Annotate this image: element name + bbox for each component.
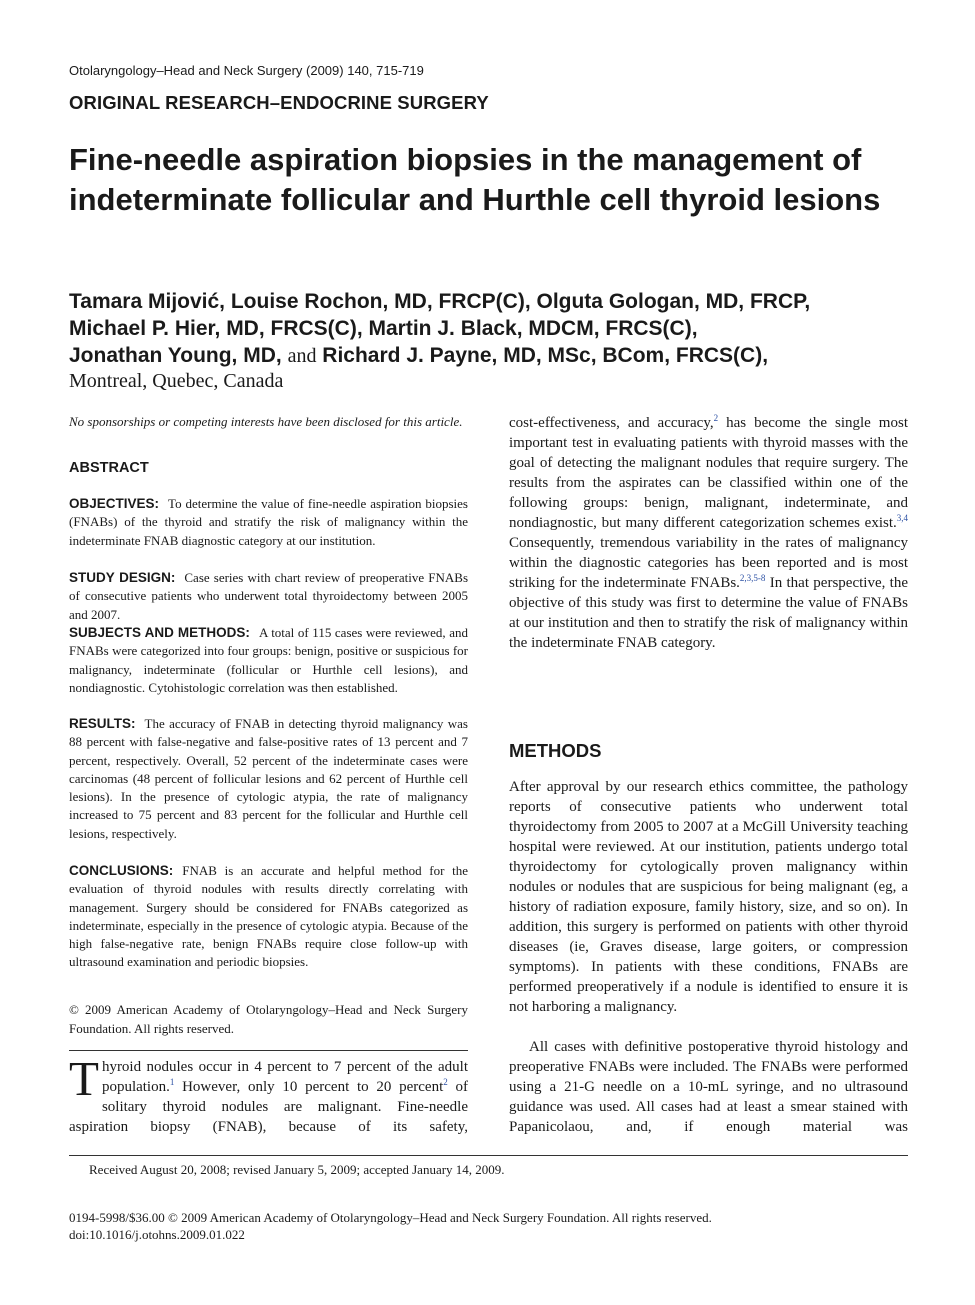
- intro-text: of solitary thyroid nodules are malignant. Fine-needle aspiration biopsy (FNAB), because of its safety,: [69, 1079, 468, 1135]
- authors-line-2: Michael P. Hier, MD, FRCS(C), Martin J. Black, MDCM, FRCS(C),: [69, 317, 698, 340]
- abstract-copyright: © 2009 American Academy of Otolaryngology–Head and Neck Surgery Foundation. All rights reserved.: [69, 1002, 468, 1036]
- abstract-study-design: [69, 569, 468, 624]
- drop-cap: T: [69, 1051, 99, 1106]
- body-text: In that perspective, the objective of this study was first to determine the value of FNABs at our institution and then to stratify the risk of malignancy within the indeterminate FNAB category.: [509, 575, 908, 651]
- body-text: cost-effectiveness, and accuracy,: [509, 415, 714, 431]
- introduction-paragraph: [69, 1051, 468, 1137]
- citation-link[interactable]: 2: [443, 1077, 448, 1087]
- intro-text: However, only 10 percent to 20 percent: [174, 1079, 444, 1095]
- study-design-text: Case series with chart review of preoperative FNABs of consecutive patients who underwent total thyroidectomy between 2005 and 2007.: [69, 570, 468, 622]
- authors-line-1: Tamara Mijović, Louise Rochon, MD, FRCP(C), Olguta Gologan, MD, FRCP,: [69, 290, 811, 313]
- abstract-heading: ABSTRACT: [69, 460, 149, 476]
- received-dates: Received August 20, 2008; revised January 5, 2009; accepted January 14, 2009.: [89, 1162, 505, 1177]
- objectives-text: To determine the value of fine-needle aspiration biopsies (FNABs) of the thyroid and stratify the risk of malignancy within the indeterminate FNAB diagnostic category at our institution.: [69, 496, 468, 548]
- conclusions-label: CONCLUSIONS:: [69, 863, 174, 878]
- objectives-label: OBJECTIVES:: [69, 496, 160, 511]
- introduction-continued: [509, 413, 908, 653]
- doi[interactable]: doi:10.1016/j.otohns.2009.01.022: [69, 1227, 245, 1242]
- abstract-objectives: [69, 495, 468, 550]
- subjects-methods-text: A total of 115 cases were reviewed, and FNABs were categorized into four groups: benign, positive or suspicious for malignancy, indeterminate (follicular or Hurthle cell lesions), and nondiagnostic. Cytohistologic correlation was then established.: [69, 625, 469, 695]
- conclusions-text: FNAB is an accurate and helpful method for the evaluation of thyroid nodules with results directly correlating with management. Surgery should be considered for FNABs categorized as indeterminate, especially in the presence of cytologic atypia. Because of the high false-negative rate, benign FNABs require close follow-up with ultrasound examination and periodic biopsies.: [69, 863, 468, 970]
- authors-conjunction: and: [287, 345, 317, 367]
- abstract-conclusions: [69, 862, 468, 972]
- citation-link[interactable]: 1: [169, 1077, 175, 1087]
- issn-copyright: 0194-5998/$36.00 © 2009 American Academy of Otolaryngology–Head and Neck Surgery Foundation. All rights reserved.: [69, 1210, 712, 1225]
- citation-link[interactable]: 2,3,5-8: [739, 573, 766, 583]
- footer-divider: [69, 1155, 908, 1156]
- study-design-label: STUDY DESIGN:: [69, 570, 176, 585]
- journal-citation: Otolaryngology–Head and Neck Surgery (2009) 140, 715-719: [69, 63, 424, 78]
- affiliation: Montreal, Quebec, Canada: [69, 370, 284, 392]
- abstract-subjects-methods: [69, 624, 468, 697]
- body-text: has become the single most important test in evaluating patients with thyroid masses with the goal of detecting the malignant nodules that require surgery. The results from the aspirates can be classified within one of the following groups: benign, malignant, indeterminate, and nondiagnostic, but many different categorization schemes exist.: [509, 415, 908, 531]
- section-heading: ORIGINAL RESEARCH–ENDOCRINE SURGERY: [69, 92, 489, 113]
- methods-paragraph-2: All cases with definitive postoperative thyroid histology and preoperative FNABs were included. The FNABs were performed using a 21-G needle on a 10-mL syringe, and no ultrasound guidance was used. All cases had at least a smear stained with Papanicolaou, and, if enough material was: [509, 1039, 908, 1135]
- article-title: Fine-needle aspiration biopsies in the management of indeterminate follicular and Hurthle cell thyroid lesions: [69, 142, 881, 217]
- abstract-results: [69, 715, 468, 843]
- author-payne: Richard J. Payne, MD, MSc, BCom, FRCS(C),: [322, 344, 769, 367]
- results-text: The accuracy of FNAB in detecting thyroid malignancy was 88 percent with false-negative and false-positive rates of 13 percent and 7 percent, respectively. Overall, 52 percent of the indeterminate cases were carcinomas (48 percent of follicular lesions and 62 percent of Hurthle cell lesions). In the presence of cytologic atypia, the rate of malignancy increased to 75 percent and 83 percent for the follicular and Hurthle cell lesions, respectively.: [69, 716, 468, 841]
- body-text: Consequently, tremendous variability in the rates of malignancy within the diagnostic categories has been reported and is most striking for the indeterminate FNABs.: [509, 535, 908, 591]
- disclosure-note: No sponsorships or competing interests have been disclosed for this article.: [69, 414, 463, 429]
- intro-text: hyroid nodules occur in 4 percent to 7 percent of the adult population.: [101, 1059, 468, 1095]
- methods-paragraph-1: After approval by our research ethics committee, the pathology reports of consecutive patients who underwent total thyroidectomy from 2005 to 2007 at a McGill University teaching hospital were reviewed. At our institution, patients undergo total thyroidectomy for cytologically proven malignancy within nodules or nodules that are suspicious for being malignant (eg, a history of radiation exposure, family history, size, and so on). In addition, this surgery is performed on patients with other thyroid diseases (ie, Graves disease, large goiters, or compression symptoms). In patients with these conditions, FNABs are performed preoperatively if a nodule is identified to ensure it is not harboring a malignancy.: [509, 779, 908, 1015]
- citation-link[interactable]: 2: [713, 413, 719, 423]
- citation-link[interactable]: 3,4: [896, 513, 908, 523]
- authors-line-3: [69, 342, 949, 370]
- author-young: Jonathan Young, MD,: [69, 344, 282, 367]
- author-list: [69, 288, 949, 370]
- results-label: RESULTS:: [69, 716, 136, 731]
- abstract-divider: [69, 1050, 468, 1051]
- subjects-methods-label: SUBJECTS AND METHODS:: [69, 625, 250, 640]
- methods-heading: METHODS: [509, 740, 602, 761]
